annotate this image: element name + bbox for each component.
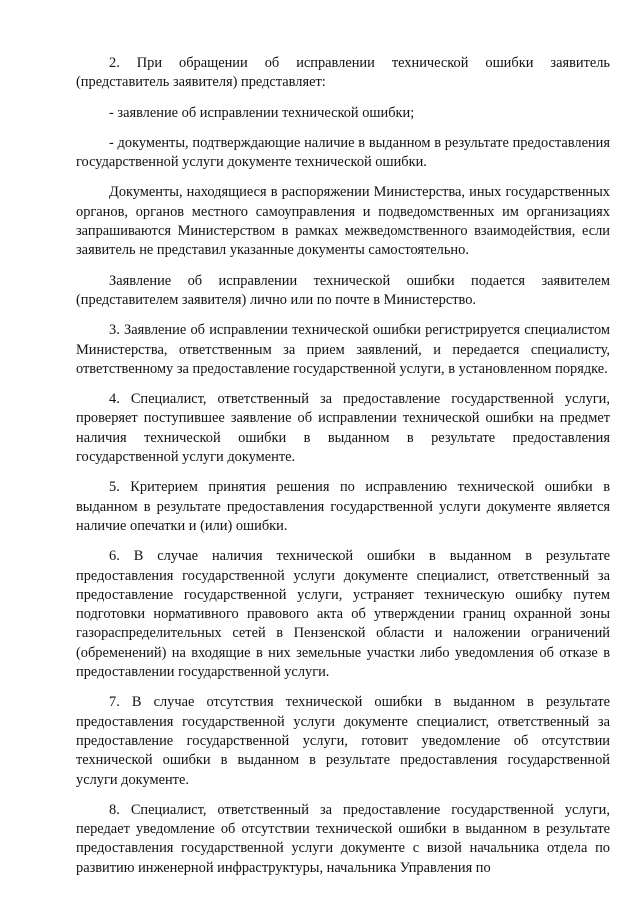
paragraph-5: 5. Критерием принятия решения по исправлению технической ошибки в выданном в результате предоставления государственной услуги документе является наличие опечатки и (или) ошибки. bbox=[76, 479, 610, 534]
paragraph-8: 8. Специалист, ответственный за предоставление государственной услуги, передает уведомление об отсутствии технической ошибки в выданном в результате предоставления государственной услуги документе с визой начальника отдела по развитию инженерной инфраструктуры, начальника Управления по bbox=[76, 801, 610, 876]
paragraph-application-item: - заявление об исправлении технической ошибки; bbox=[109, 104, 415, 121]
paragraph-interagency-documents: Документы, находящиеся в распоряжении Министерства, иных государственных органов, органов местного самоуправления и подведомственных им организациях запрашиваются Министерством в рамках межведомственного взаимодействия, если заявитель не представил указанные документы самостоятельно. bbox=[76, 184, 610, 259]
paragraph-documents-item: - документы, подтверждающие наличие в выданном в результате предоставления государственной услуги документе технической ошибки. bbox=[76, 134, 610, 171]
paragraph-7: 7. В случае отсутствия технической ошибки в выданном в результате предоставления государственной услуги документе специалист, ответственный за предоставление государственной услуги, готовит уведомление об отсутствии технической ошибки в выданном в результате предоставления государственной услуги документе. bbox=[76, 694, 610, 788]
paragraph-submission: Заявление об исправлении технической ошибки подается заявителем (представителем заявителя) лично или по почте в Министерство. bbox=[76, 272, 610, 308]
paragraph-4: 4. Специалист, ответственный за предоставление государственной услуги, проверяет поступившее заявление об исправлении технической ошибки на предмет наличия технической ошибки в выданном в результате предоставления государственной услуги документе. bbox=[76, 391, 610, 466]
document-page bbox=[76, 54, 610, 889]
paragraph-2: 2. При обращении об исправлении технической ошибки заявитель (представитель заявителя) представляет: bbox=[76, 55, 610, 91]
paragraph-3: 3. Заявление об исправлении технической ошибки регистрируется специалистом Министерства, ответственным за прием заявлений, и передается специалисту, ответственному за предоставление государственной услуги, в установленном порядке. bbox=[76, 322, 610, 377]
paragraph-6: 6. В случае наличия технической ошибки в выданном в результате предоставления государственной услуги документе специалист, ответственный за предоставление государственной услуги, устраняет техническую ошибку путем подготовки нормативного правового акта об утверждении границ охранной зоны газораспределительных сетей в Пензенской области и наложении ограничений (обременений) на входящие в них земельные участки либо уведомления об отказе в предоставлении государственной услуги. bbox=[76, 548, 610, 681]
